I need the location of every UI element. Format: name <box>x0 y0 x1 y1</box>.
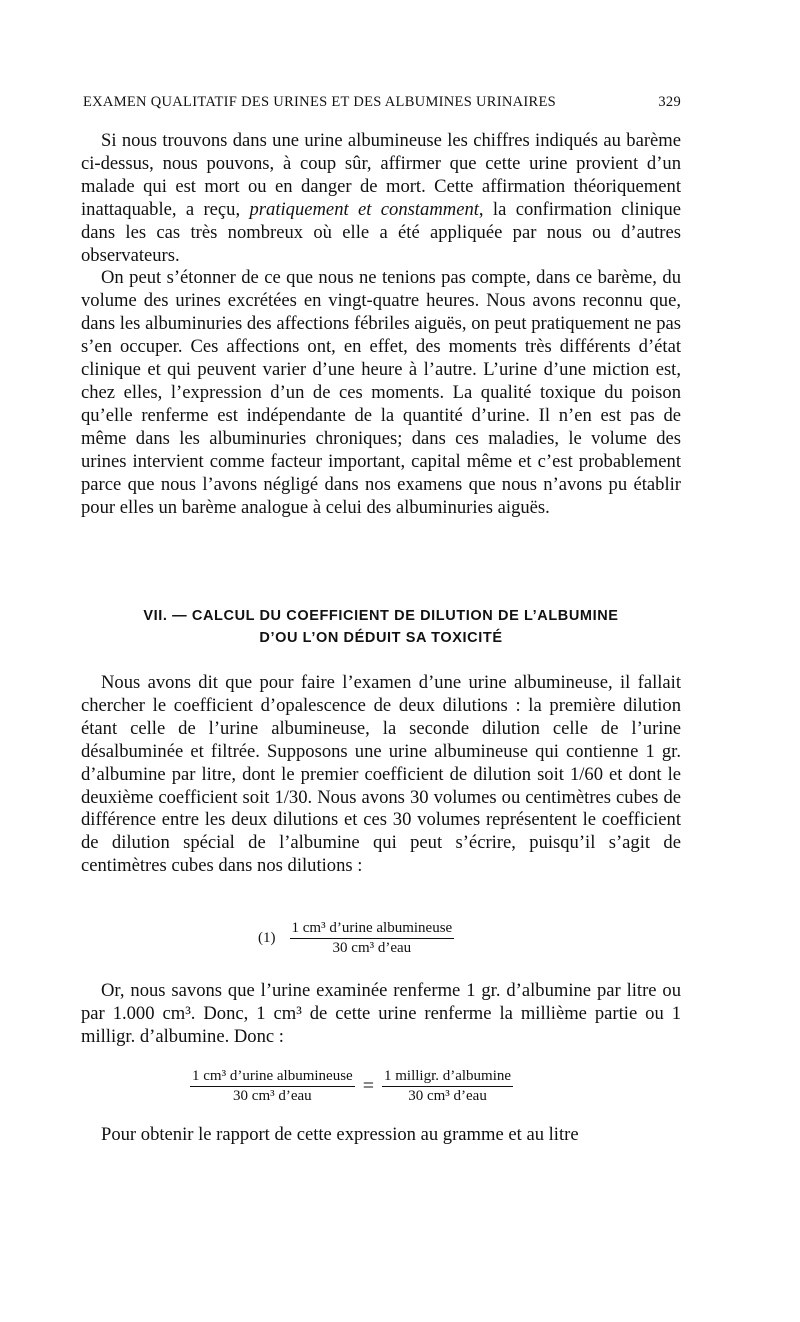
equation-1 <box>258 920 454 957</box>
paragraph-5: Pour obtenir le rapport de cette expression au gramme et au litre <box>101 1124 579 1145</box>
equation-1-numerator: 1 cm³ d’urine albumineuse <box>290 920 455 939</box>
equation-2-left-denominator: 30 cm³ d’eau <box>233 1088 312 1104</box>
paragraph-1-text-b: , la confirmation clinique dans les cas très nombreux où elle a été appliquée par nous ou d’autres observateurs. <box>81 198 682 266</box>
text-block-1 <box>81 130 681 519</box>
text-block-4 <box>81 1124 681 1147</box>
text-block-2 <box>81 672 681 878</box>
equation-1-denominator: 30 cm³ d’eau <box>332 940 412 956</box>
paragraph-1 <box>81 130 681 267</box>
equation-1-fraction <box>290 920 455 957</box>
paragraph-4: Or, nous savons que l’urine examinée renferme 1 gr. d’albumine par litre ou par 1.000 cm³. Donc, 1 cm³ de cette urine renferme la millième partie ou 1 milligr. d’albumine. Donc : <box>81 980 681 1047</box>
section-heading-line-2: D’OU L’ON DÉDUIT SA TOXICITÉ <box>259 630 503 646</box>
equals-sign: = <box>362 1075 374 1097</box>
equation-2-right-fraction <box>382 1068 513 1105</box>
paragraph-1-text-a: Si nous trouvons dans une urine albumineuse les chiffres indiqués au barème ci-dessus, nous pouvons, à coup sûr, affirmer que cette urine provient d’un malade qui est mort ou en danger de mort. Cette affirmation théoriquement inattaquable, a reçu, <box>81 130 681 220</box>
equation-2-right-denominator: 30 cm³ d’eau <box>408 1088 487 1104</box>
section-heading <box>81 605 681 649</box>
equation-2-left-numerator: 1 cm³ d’urine albumineuse <box>190 1068 355 1087</box>
paragraph-3: Nous avons dit que pour faire l’examen d’une urine albumineuse, il fallait chercher le coefficient d’opalescence de deux dilutions : la première dilution étant celle de l’urine albumineuse, la seconde dilution celle de l’urine désalbuminée et filtrée. Supposons une urine albumineuse qui contienne 1 gr. d’albumine par litre, dont le premier coefficient de dilution soit 1/60 et dont le deuxième coefficient soit 1/30. Nous avons 30 volumes ou centimètres cubes de différence entre les deux dilutions et ces 30 volumes représentent le coefficient de dilution spécial de l’albumine qui peut s’écrire, puisqu’il s’agit de centimètres cubes dans nos dilutions : <box>81 672 681 877</box>
paragraph-1-emphasis: pratiquement et constamment <box>249 198 479 220</box>
page-number: 329 <box>658 94 681 110</box>
running-header <box>83 94 681 111</box>
text-block-3 <box>81 980 681 1049</box>
equation-2 <box>190 1068 513 1105</box>
equation-1-label: (1) <box>258 930 276 946</box>
paragraph-2: On peut s’étonner de ce que nous ne tenions pas compte, dans ce barème, du volume des urines excrétées en vingt-quatre heures. Nous avons reconnu que, dans les albuminuries des affections fébriles aiguës, on peut pratiquement ne pas s’en occuper. Ces affections ont, en effet, des moments très différents d’état clinique et qui peuvent varier d’une heure à l’autre. L’urine d’une miction est, chez elles, l’expression d’un de ces moments. La qualité toxique du poison qu’elle renferme est indépendante de la quantité d’urine. Il n’en est pas de même dans les albuminuries chroniques; dans ces maladies, le volume des urines intervient comme facteur important, capital même et c’est probablement parce que nous l’avons négligé dans nos examens que nous n’avons pu établir pour elles un barème analogue à celui des albuminuries aiguës. <box>81 267 681 518</box>
equation-2-left-fraction <box>190 1068 355 1105</box>
running-title: EXAMEN QUALITATIF DES URINES ET DES ALBUMINES URINAIRES <box>83 94 557 110</box>
equation-2-right-numerator: 1 milligr. d’albumine <box>382 1068 513 1087</box>
section-heading-line-1: VII. — CALCUL DU COEFFICIENT DE DILUTION DE L’ALBUMINE <box>143 608 619 624</box>
